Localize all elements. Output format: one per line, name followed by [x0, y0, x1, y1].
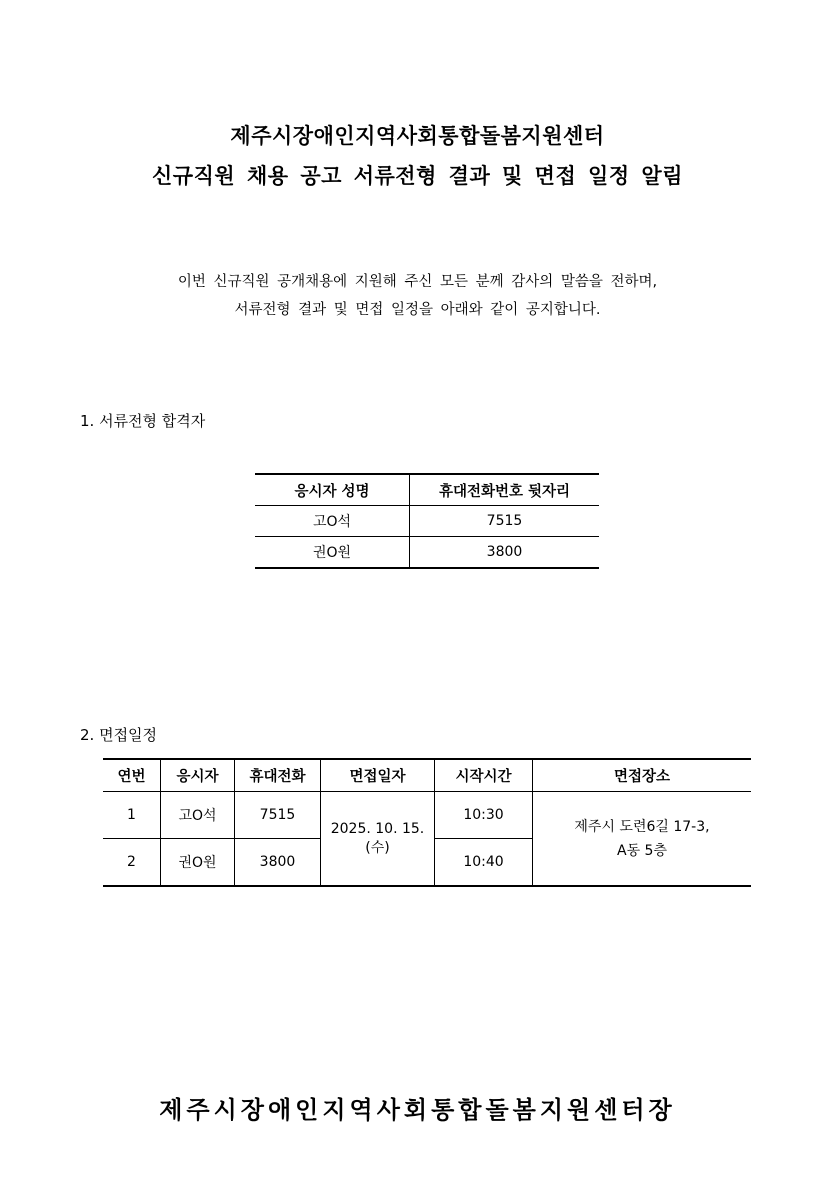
- column-header-date: 면접일자: [321, 759, 435, 792]
- column-header-start-time: 시작시간: [435, 759, 533, 792]
- start-time: 10:40: [435, 839, 533, 887]
- signature: 제주시장애인지역사회통합돌봄지원센터장: [159, 1096, 676, 1124]
- intro-line-1: 이번 신규직원 공개채용에 지원해 주신 모든 분께 감사의 말씀을 전하며,: [177, 274, 658, 290]
- table-row: [103, 792, 751, 839]
- section-2-heading: 2. 면접일정: [80, 726, 158, 744]
- row-number: 1: [103, 792, 161, 839]
- column-header-phone: 휴대전화: [235, 759, 321, 792]
- section-1-heading: 1. 서류전형 합격자: [80, 412, 206, 430]
- applicant-name: 고O석: [161, 792, 235, 839]
- interview-date: 2025. 10. 15.(수): [321, 792, 435, 887]
- interview-schedule-table: [103, 758, 751, 887]
- intro-paragraph: [0, 268, 835, 324]
- applicant-phone: 7515: [410, 506, 600, 537]
- applicant-phone: 3800: [235, 839, 321, 887]
- place-line-2: A동 5층: [617, 842, 667, 859]
- document-subtitle: 신규직원 채용 공고 서류전형 결과 및 면접 일정 알림: [152, 164, 683, 188]
- column-header-place: 면접장소: [533, 759, 752, 792]
- intro-line-2: 서류전형 결과 및 면접 일정을 아래와 같이 공지합니다.: [234, 302, 601, 318]
- place-line-1: 제주시 도련6길 17-3,: [574, 818, 710, 835]
- table-header-row: [255, 474, 599, 506]
- column-header-no: 연번: [103, 759, 161, 792]
- column-header-phone: 휴대전화번호 뒷자리: [410, 474, 600, 506]
- applicant-phone: 3800: [410, 537, 600, 569]
- interview-place: [533, 792, 752, 887]
- table-row: [255, 537, 599, 569]
- table-row: [255, 506, 599, 537]
- applicant-name: 고O석: [255, 506, 410, 537]
- row-number: 2: [103, 839, 161, 887]
- column-header-name: 응시자 성명: [255, 474, 410, 506]
- applicant-name: 권O원: [255, 537, 410, 569]
- applicant-phone: 7515: [235, 792, 321, 839]
- column-header-applicant: 응시자: [161, 759, 235, 792]
- table-header-row: [103, 759, 751, 792]
- document-pass-table: [255, 473, 599, 569]
- start-time: 10:30: [435, 792, 533, 839]
- document-title: 제주시장애인지역사회통합돌봄지원센터: [230, 124, 605, 148]
- applicant-name: 권O원: [161, 839, 235, 887]
